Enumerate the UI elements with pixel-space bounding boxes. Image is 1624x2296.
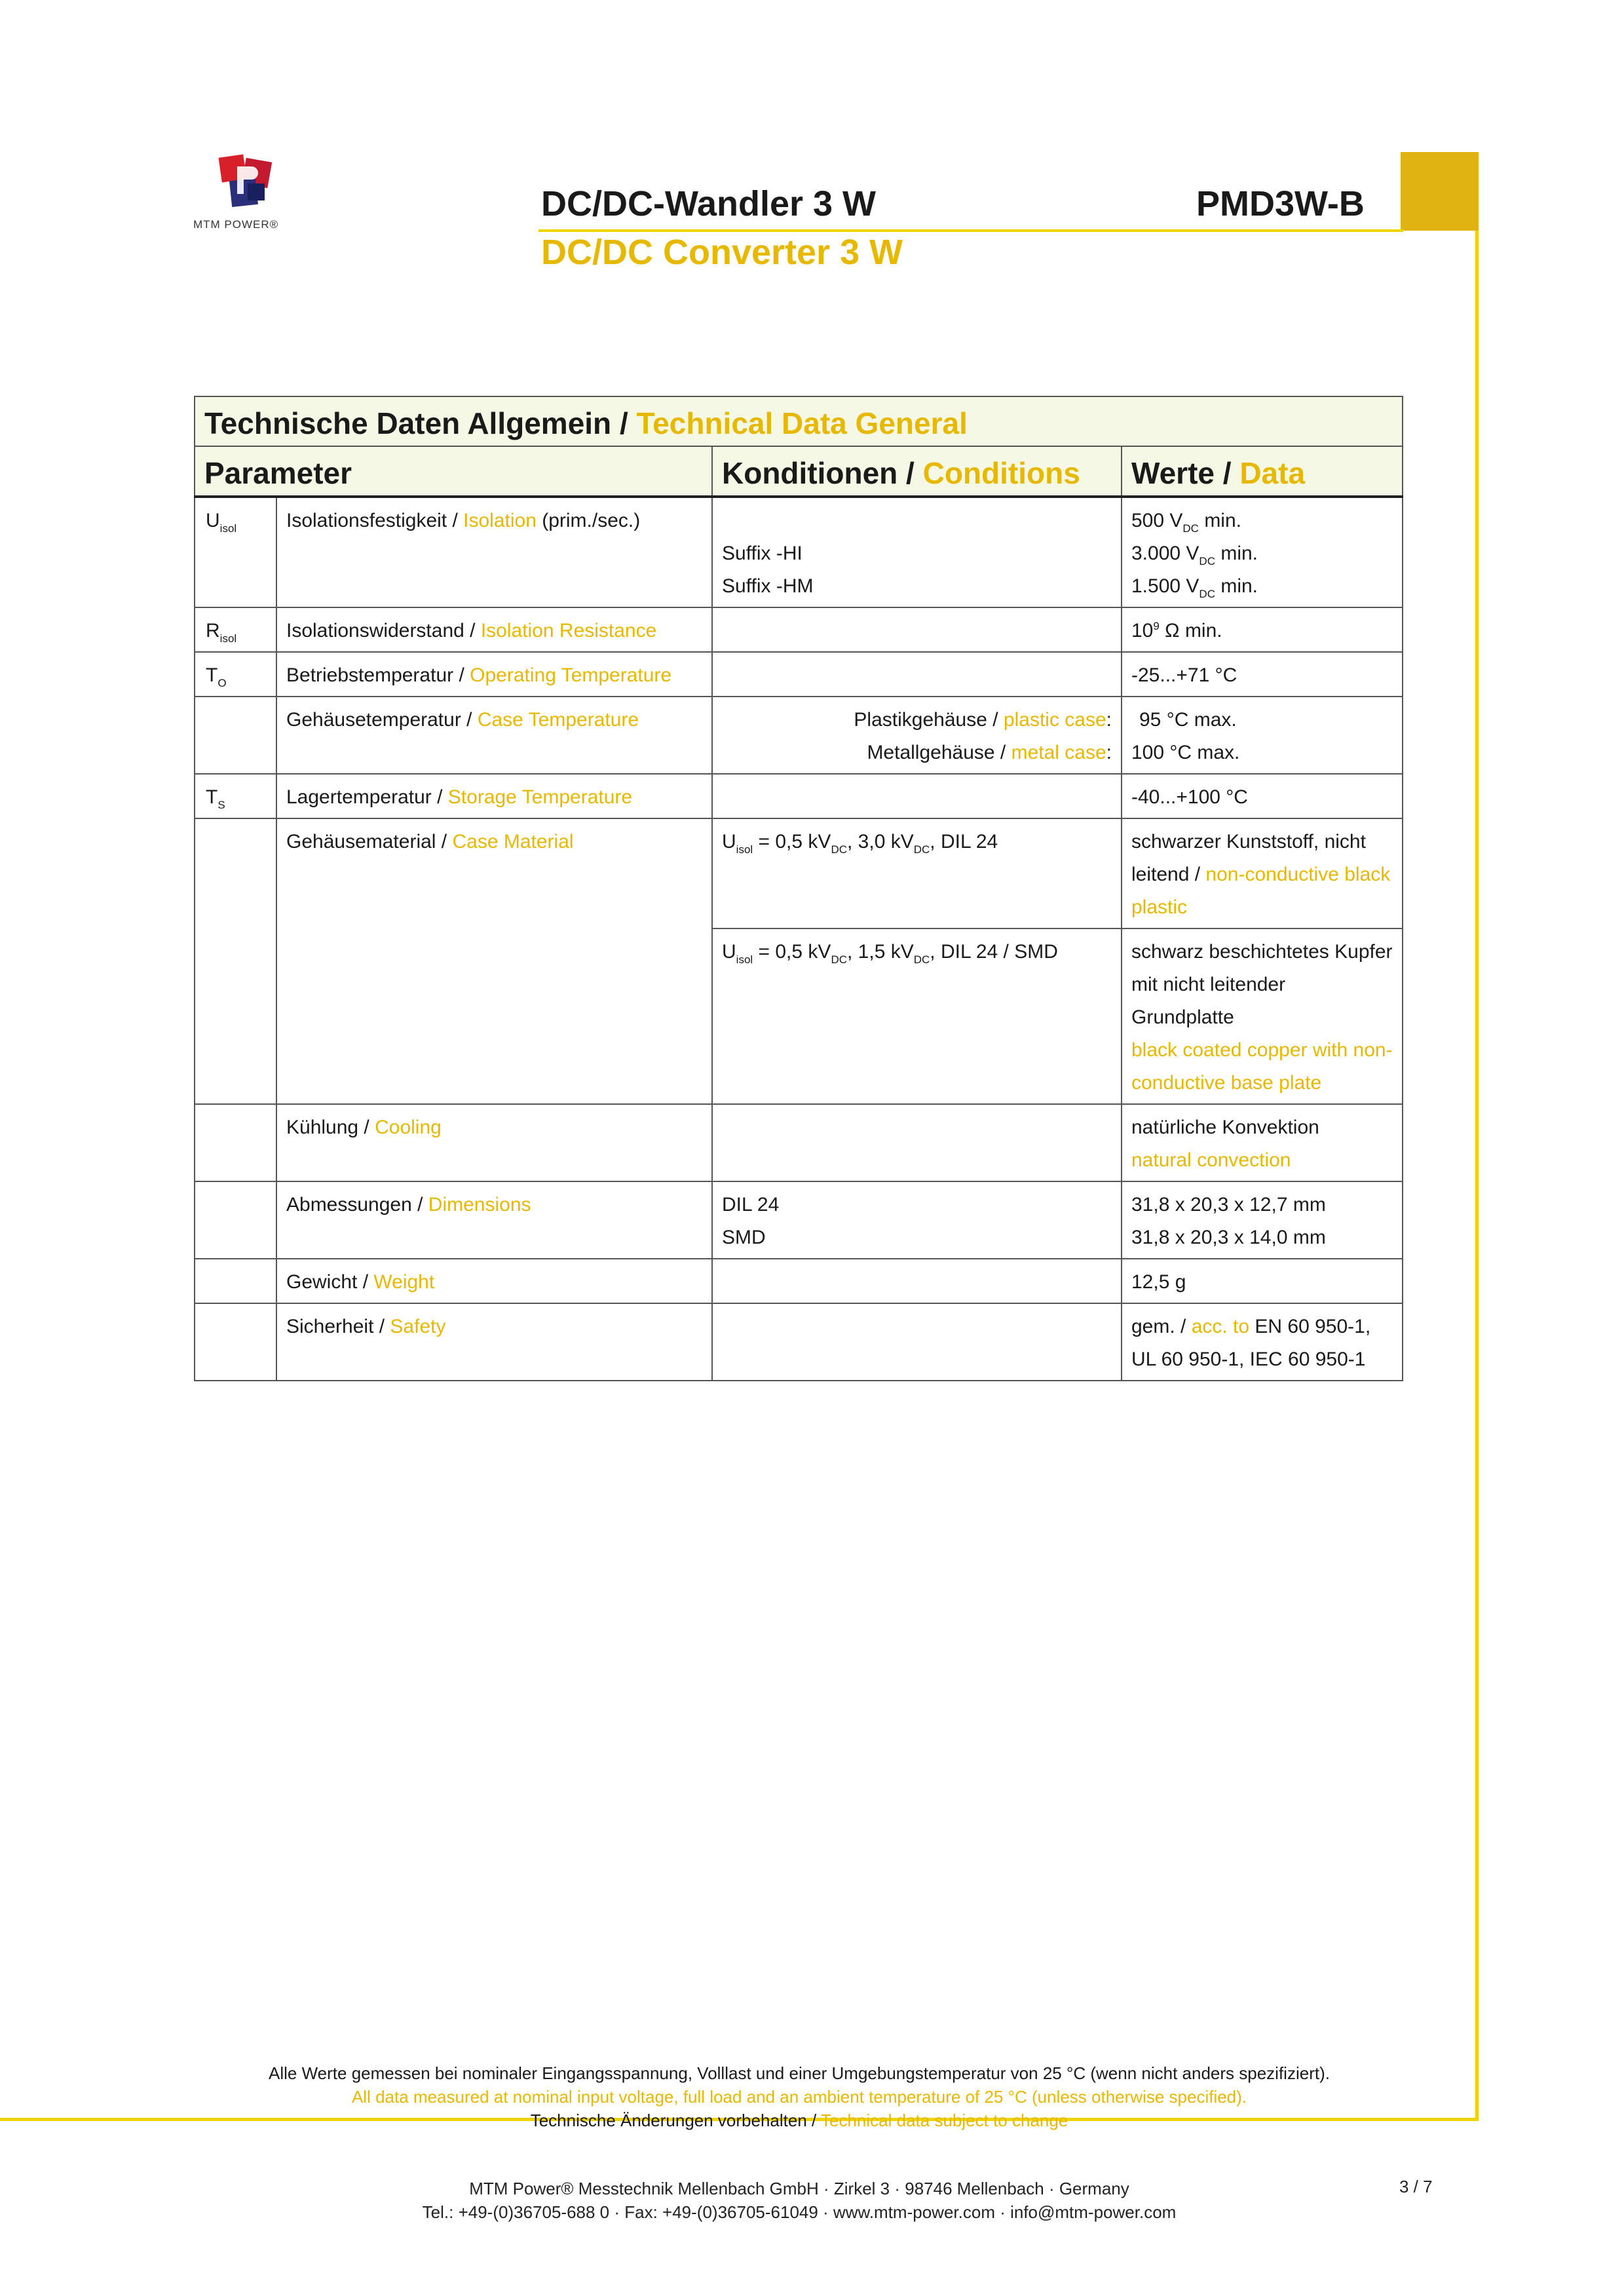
- value: 31,8 x 20,3 x 12,7 mm: [1131, 1194, 1326, 1215]
- param-de: Sicherheit /: [286, 1316, 390, 1337]
- value: EN 60 950-1, UL 60 950-1, IEC 60 950-1: [1131, 1316, 1371, 1370]
- col-data-en: Data: [1239, 456, 1306, 490]
- value-sub: DC: [1199, 588, 1215, 600]
- footer-contact: Tel.: +49-(0)36705-688 0 · Fax: +49-(0)36705-61049 · www.mtm-power.com · info@mtm-power.com: [422, 2202, 1177, 2222]
- param-en: Case Temperature: [477, 709, 639, 731]
- col-parameter: Parameter: [204, 456, 352, 490]
- condition: DIL 24: [722, 1194, 780, 1215]
- symbol-sub: O: [217, 677, 227, 689]
- colon: :: [1106, 742, 1112, 763]
- col-data-de: Werte /: [1131, 456, 1232, 490]
- value: 95 °C max.: [1139, 709, 1237, 731]
- value-en: non-conductive black plastic: [1131, 864, 1391, 918]
- condition: , 1,5 kV: [847, 941, 914, 963]
- condition-sub: isol: [736, 953, 753, 966]
- condition: = 0,5 kV: [753, 831, 831, 852]
- param-en: Isolation: [463, 510, 537, 531]
- condition-sub: DC: [913, 843, 930, 856]
- value-de: natürliche Konvektion: [1131, 1117, 1319, 1138]
- param-en: Operating Temperature: [470, 664, 672, 686]
- condition: Suffix -HI: [722, 543, 803, 564]
- condition: SMD: [722, 1227, 766, 1248]
- symbol-sub: S: [217, 799, 225, 811]
- measurement-notes: [0, 2061, 1598, 2132]
- condition: Suffix -HM: [722, 575, 814, 597]
- condition-sub: DC: [831, 953, 847, 966]
- value: 500 V: [1131, 510, 1183, 531]
- value-sup: 9: [1153, 620, 1160, 632]
- table-row: [195, 1181, 1403, 1259]
- condition-en: metal case: [1011, 742, 1106, 763]
- param-de: Lagertemperatur /: [286, 786, 448, 808]
- param-de: Gehäusetemperatur /: [286, 709, 478, 731]
- note-de: Alle Werte gemessen bei nominaler Eingangsspannung, Volllast und einer Umgebungstemperatur von 25 °C (wenn nicht anders spezifiziert).: [269, 2063, 1330, 2083]
- value: 10: [1131, 620, 1154, 641]
- param-en: Weight: [373, 1271, 435, 1293]
- value: 3.000 V: [1131, 543, 1199, 564]
- title-english: DC/DC Converter 3 W: [541, 233, 903, 272]
- condition: , DIL 24 / SMD: [930, 941, 1058, 963]
- header-tab: [1401, 152, 1479, 231]
- value-sub: DC: [1182, 522, 1199, 535]
- value: Ω min.: [1159, 620, 1222, 641]
- value: 31,8 x 20,3 x 14,0 mm: [1131, 1227, 1326, 1248]
- col-conditions-de: Konditionen /: [722, 456, 915, 490]
- symbol-sub: isol: [219, 632, 237, 645]
- condition-sub: DC: [831, 843, 847, 856]
- condition: , DIL 24: [930, 831, 998, 852]
- footer-address: MTM Power® Messtechnik Mellenbach GmbH · Zirkel 3 · 98746 Mellenbach · Germany: [469, 2179, 1129, 2198]
- title-german: DC/DC-Wandler 3 W: [541, 184, 876, 223]
- condition: U: [722, 941, 736, 963]
- condition: , 3,0 kV: [847, 831, 914, 852]
- value: 100 °C max.: [1131, 742, 1240, 763]
- colon: :: [1106, 709, 1112, 731]
- condition-sub: DC: [913, 953, 930, 966]
- param-en: Dimensions: [428, 1194, 531, 1215]
- param-en: Safety: [390, 1316, 446, 1337]
- note-en: All data measured at nominal input voltage, full load and an ambient temperature of 25 °C (unless otherwise specified).: [351, 2087, 1247, 2107]
- table-column-header: [195, 446, 1403, 497]
- condition: = 0,5 kV: [753, 941, 831, 963]
- value-en: natural convection: [1131, 1149, 1291, 1171]
- param-en: Isolation Resistance: [480, 620, 657, 641]
- value: min.: [1220, 543, 1258, 564]
- condition-en: plastic case: [1003, 709, 1106, 731]
- table-row: [195, 1259, 1403, 1303]
- value-de: schwarz beschichtetes Kupfer mit nicht leitender Grundplatte: [1131, 941, 1393, 1028]
- condition: U: [722, 831, 736, 852]
- technical-data-table: [194, 396, 1403, 1381]
- table-row: [195, 607, 1403, 652]
- page-number: 3 / 7: [1399, 2177, 1433, 2196]
- table-row: [195, 1104, 1403, 1181]
- param-en: Case Material: [452, 831, 574, 852]
- value-en: black coated copper with non-conductive base plate: [1131, 1039, 1393, 1094]
- logo-text: MTM POWER®: [193, 218, 279, 231]
- value: 12,5 g: [1131, 1271, 1186, 1293]
- value-sub: DC: [1199, 555, 1215, 567]
- page-frame-right: [1475, 152, 1479, 2121]
- symbol: T: [206, 786, 218, 808]
- model-number: PMD3W-B: [1196, 184, 1365, 223]
- param-de: Abmessungen /: [286, 1194, 428, 1215]
- param-extra: (prim./sec.): [536, 510, 641, 531]
- param-de: Gewicht /: [286, 1271, 374, 1293]
- condition-de: Plastikgehäuse /: [854, 709, 1004, 731]
- param-de: Kühlung /: [286, 1117, 375, 1138]
- symbol: U: [206, 510, 220, 531]
- mtm-power-logo: [217, 153, 276, 210]
- symbol-sub: isol: [219, 522, 237, 535]
- param-en: Cooling: [375, 1117, 442, 1138]
- note-change-en: Technical data subject to change: [821, 2111, 1068, 2130]
- table-row: [195, 697, 1403, 774]
- table-row: [195, 652, 1403, 697]
- note-change-de: Technische Änderungen vorbehalten /: [530, 2111, 821, 2130]
- section-title-de: Technische Daten Allgemein /: [204, 406, 628, 440]
- value: -25...+71 °C: [1131, 664, 1237, 686]
- param-de: Isolationswiderstand /: [286, 620, 481, 641]
- value: min.: [1204, 510, 1241, 531]
- table-row: [195, 497, 1403, 607]
- condition-de: Metallgehäuse /: [867, 742, 1011, 763]
- param-de: Betriebstemperatur /: [286, 664, 470, 686]
- table-row: [195, 1303, 1403, 1381]
- param-de: Gehäusematerial /: [286, 831, 453, 852]
- value: -40...+100 °C: [1131, 786, 1248, 808]
- value-de: schwarzer Kunststoff, nicht leitend /: [1131, 831, 1366, 885]
- value: min.: [1220, 575, 1258, 597]
- section-title-en: Technical Data General: [636, 406, 968, 440]
- symbol: T: [206, 664, 218, 686]
- table-row: [195, 818, 1403, 928]
- value-en: acc. to: [1191, 1316, 1250, 1337]
- table-row: [195, 774, 1403, 818]
- note-change: [0, 2109, 1598, 2132]
- col-conditions-en: Conditions: [922, 456, 1080, 490]
- param-de: Isolationsfestigkeit /: [286, 510, 464, 531]
- condition-sub: isol: [736, 843, 753, 856]
- table-section-header: [195, 396, 1403, 446]
- value: 1.500 V: [1131, 575, 1199, 597]
- symbol: R: [206, 620, 220, 641]
- page-footer: [0, 2177, 1598, 2224]
- param-en: Storage Temperature: [447, 786, 633, 808]
- value: gem. /: [1131, 1316, 1192, 1337]
